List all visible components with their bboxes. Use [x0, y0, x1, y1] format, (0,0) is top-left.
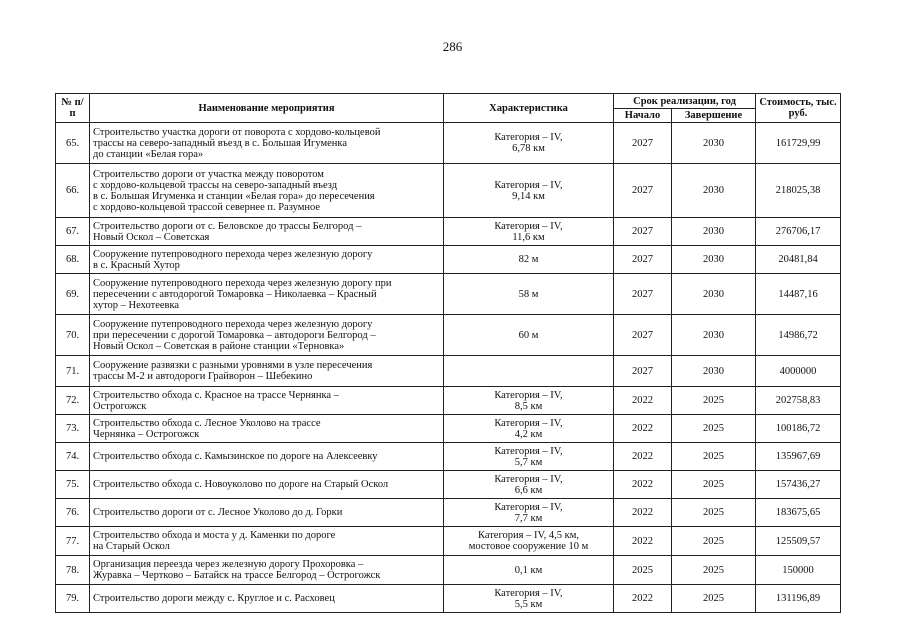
row-characteristic [444, 471, 614, 499]
row-characteristic-line: мостовое сооружение 10 м [468, 541, 589, 552]
row-characteristic-line: 60 м [518, 329, 539, 341]
row-cost: 14986,72 [756, 315, 841, 356]
row-end-year: 2030 [672, 246, 756, 274]
row-number: 70. [56, 315, 90, 356]
row-characteristic-line: 4,2 км [514, 428, 543, 440]
row-start-year: 2027 [614, 356, 672, 387]
row-end-year: 2025 [672, 443, 756, 471]
row-characteristic [444, 315, 614, 356]
row-name-line: хутор – Нехотеевка [93, 299, 180, 311]
row-characteristic-line: Категория – IV, [494, 445, 563, 457]
row-cost: 276706,17 [756, 218, 841, 246]
row-name [90, 218, 444, 246]
row-characteristic-line: Категория – IV, [494, 389, 563, 401]
table-row [56, 164, 841, 218]
row-cost: 135967,69 [756, 443, 841, 471]
table-row [56, 274, 841, 315]
row-characteristic [444, 246, 614, 274]
row-name [90, 527, 444, 556]
table-row [56, 585, 841, 613]
row-characteristic-line: 6,6 км [514, 484, 543, 496]
table-row [56, 415, 841, 443]
row-cost: 183675,65 [756, 499, 841, 527]
row-end-year: 2025 [672, 499, 756, 527]
table-row [56, 387, 841, 415]
row-name-line: Новый Оскол – Советская в районе станции «Терновка» [93, 340, 345, 352]
row-name-line: Чернянка – Острогожск [93, 428, 200, 440]
row-cost: 14487,16 [756, 274, 841, 315]
row-name-line: Сооружение путепроводного перехода через железную дорогу [93, 318, 373, 330]
row-name-line: Сооружение путепроводного перехода через железную дорогу при [93, 277, 392, 289]
row-end-year: 2025 [672, 527, 756, 556]
header-end: Завершение [672, 109, 756, 123]
row-number: 78. [56, 556, 90, 585]
row-characteristic-line: Категория – IV, [494, 220, 563, 232]
row-number: 68. [56, 246, 90, 274]
row-characteristic-line: 9,14 км [512, 190, 545, 202]
row-name-line: в с. Большая Игуменка и станции «Белая гора» до пересечения [93, 190, 375, 202]
row-number: 79. [56, 585, 90, 613]
row-characteristic [444, 274, 614, 315]
row-name-line: пересечении с автодорогой Томаровка – Николаевка – Красный [93, 288, 377, 300]
row-characteristic-line: 7,7 км [514, 512, 543, 524]
row-characteristic [444, 164, 614, 218]
row-name-line: трассы М-2 и автодороги Грайворон – Шебекино [93, 371, 313, 382]
row-name [90, 415, 444, 443]
row-characteristic-line: 5,7 км [514, 456, 543, 468]
header-name: Наименование мероприятия [90, 94, 444, 123]
row-end-year: 2030 [672, 315, 756, 356]
row-characteristic [444, 499, 614, 527]
row-name-line: Строительство дороги от с. Лесное Уколово до д. Горки [93, 507, 343, 518]
row-characteristic [444, 527, 614, 556]
row-end-year: 2025 [672, 556, 756, 585]
row-name-line: Острогожск [93, 400, 147, 412]
row-name-line: на Старый Оскол [93, 541, 170, 552]
projects-table [55, 93, 841, 613]
row-name [90, 246, 444, 274]
table-row [56, 315, 841, 356]
row-start-year: 2027 [614, 123, 672, 164]
row-cost: 4000000 [756, 356, 841, 387]
row-characteristic [444, 356, 614, 387]
table-row [56, 356, 841, 387]
row-name-line: Строительство обхода с. Камызинское по дороге на Алексеевку [93, 451, 378, 462]
row-name-line: Сооружение развязки с разными уровнями в узле пересечения [93, 360, 373, 371]
row-name-line: Строительство участка дороги от поворота с хордово-кольцевой [93, 126, 381, 138]
row-number: 75. [56, 471, 90, 499]
row-start-year: 2022 [614, 527, 672, 556]
row-start-year: 2022 [614, 443, 672, 471]
row-characteristic-line: 11,6 км [512, 231, 545, 243]
row-characteristic-line: 6,78 км [512, 143, 545, 154]
row-name-line: Строительство обхода и моста у д. Каменки по дороге [93, 530, 336, 541]
row-name-line: трассы на северо-западный въезд в с. Большая Игуменка [93, 137, 347, 149]
row-characteristic-line: Категория – IV, [494, 473, 563, 485]
header-start: Начало [614, 109, 672, 123]
row-number: 77. [56, 527, 90, 556]
row-characteristic-line: 82 м [518, 254, 539, 265]
row-name-line: Строительство дороги между с. Круглое и с. Расховец [93, 593, 335, 604]
row-number: 71. [56, 356, 90, 387]
row-name [90, 123, 444, 164]
row-name-line: до станции «Белая гора» [93, 148, 204, 160]
row-start-year: 2027 [614, 164, 672, 218]
row-characteristic [444, 123, 614, 164]
row-end-year: 2030 [672, 274, 756, 315]
row-cost: 131196,89 [756, 585, 841, 613]
row-characteristic-line: Категория – IV, [494, 501, 563, 513]
row-name-line: в с. Красный Хутор [93, 259, 180, 271]
row-number: 72. [56, 387, 90, 415]
row-start-year: 2027 [614, 218, 672, 246]
row-number: 66. [56, 164, 90, 218]
row-characteristic [444, 585, 614, 613]
table-row [56, 246, 841, 274]
table-row [56, 527, 841, 556]
row-cost: 100186,72 [756, 415, 841, 443]
row-cost: 150000 [756, 556, 841, 585]
row-start-year: 2022 [614, 387, 672, 415]
row-end-year: 2030 [672, 218, 756, 246]
row-start-year: 2027 [614, 246, 672, 274]
row-start-year: 2027 [614, 315, 672, 356]
row-end-year: 2030 [672, 123, 756, 164]
row-cost: 202758,83 [756, 387, 841, 415]
row-characteristic-line: 8,5 км [514, 400, 543, 412]
row-characteristic-line: 5,5 км [514, 598, 543, 610]
row-name [90, 556, 444, 585]
row-name [90, 443, 444, 471]
row-cost: 218025,38 [756, 164, 841, 218]
row-cost: 157436,27 [756, 471, 841, 499]
header-period: Срок реализации, год [614, 94, 756, 109]
row-characteristic [444, 218, 614, 246]
row-start-year: 2022 [614, 471, 672, 499]
row-characteristic-line: Категория – IV, 4,5 км, [477, 530, 580, 541]
row-name-line: Новый Оскол – Советская [93, 231, 210, 243]
row-name [90, 499, 444, 527]
row-end-year: 2025 [672, 471, 756, 499]
table-row [56, 556, 841, 585]
header-num: № п/п [56, 94, 90, 123]
row-characteristic-line: Категория – IV, [494, 179, 563, 191]
table-row [56, 218, 841, 246]
row-characteristic [444, 415, 614, 443]
table-row [56, 499, 841, 527]
row-end-year: 2025 [672, 585, 756, 613]
row-name [90, 356, 444, 387]
row-name-line: Строительство дороги от с. Беловское до трассы Белгород – [93, 220, 362, 232]
row-characteristic-line: Категория – IV, [494, 587, 563, 599]
row-end-year: 2025 [672, 387, 756, 415]
header-cost: Стоимость, тыс. руб. [756, 94, 841, 123]
row-number: 67. [56, 218, 90, 246]
row-characteristic-line: 58 м [518, 288, 539, 300]
row-number: 69. [56, 274, 90, 315]
row-name-line: Строительство обхода с. Новоуколово по дороге на Старый Оскол [93, 479, 389, 490]
row-name [90, 585, 444, 613]
row-cost: 20481,84 [756, 246, 841, 274]
row-characteristic-line: Категория – IV, [494, 132, 563, 143]
row-end-year: 2030 [672, 356, 756, 387]
row-characteristic-line: 0,1 км [514, 564, 543, 576]
row-start-year: 2027 [614, 274, 672, 315]
row-end-year: 2030 [672, 164, 756, 218]
row-name [90, 471, 444, 499]
row-name-line: Сооружение путепроводного перехода через железную дорогу [93, 248, 373, 260]
row-cost: 125509,57 [756, 527, 841, 556]
row-characteristic [444, 556, 614, 585]
table-row [56, 443, 841, 471]
row-name-line: при пересечении с дорогой Томаровка – автодороги Белгород – [93, 329, 376, 341]
row-characteristic [444, 443, 614, 471]
row-characteristic [444, 387, 614, 415]
row-name-line: Журавка – Чертково – Батайск на трассе Белгород – Острогожск [93, 570, 381, 581]
row-start-year: 2022 [614, 499, 672, 527]
page-number: 286 [442, 39, 463, 54]
row-name-line: Строительство дороги от участка между поворотом [93, 168, 324, 180]
row-name [90, 387, 444, 415]
row-number: 65. [56, 123, 90, 164]
row-number: 73. [56, 415, 90, 443]
table-body [56, 123, 841, 613]
row-number: 76. [56, 499, 90, 527]
row-cost: 161729,99 [756, 123, 841, 164]
row-name [90, 164, 444, 218]
row-start-year: 2022 [614, 585, 672, 613]
row-name-line: с хордово-кольцевой трассы на северо-западный въезд [93, 179, 338, 191]
row-number: 74. [56, 443, 90, 471]
row-name-line: Организация переезда через железную дорогу Прохоровка – [93, 559, 364, 570]
table-row [56, 123, 841, 164]
row-name [90, 274, 444, 315]
row-name-line: Строительство обхода с. Лесное Уколово на трассе [93, 417, 321, 429]
table-row [56, 471, 841, 499]
row-name [90, 315, 444, 356]
row-start-year: 2022 [614, 415, 672, 443]
row-end-year: 2025 [672, 415, 756, 443]
row-name-line: с хордово-кольцевой трассой севернее п. Разумное [93, 201, 321, 213]
header-characteristic: Характеристика [444, 94, 614, 123]
row-start-year: 2025 [614, 556, 672, 585]
row-characteristic-line: Категория – IV, [494, 417, 563, 429]
row-name-line: Строительство обхода с. Красное на трассе Чернянка – [93, 389, 339, 401]
